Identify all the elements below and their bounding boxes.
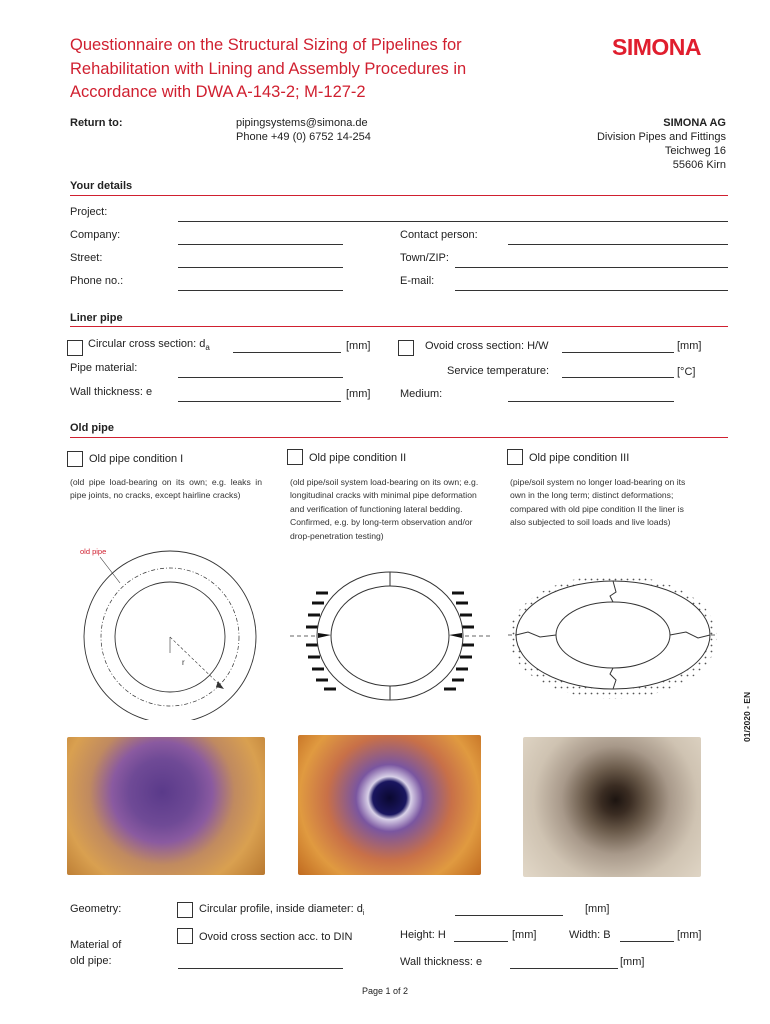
company-city: 55606 Kirn <box>672 159 726 171</box>
wall-thickness-field[interactable] <box>178 401 341 402</box>
radius-label: r <box>182 658 185 667</box>
celsius-unit: [°C] <box>677 366 696 378</box>
mm-unit: [mm] <box>677 340 702 352</box>
condition-1-photo <box>67 737 265 875</box>
your-details-heading: Your details <box>70 180 133 192</box>
old-pipe-condition-1-checkbox[interactable] <box>67 451 83 467</box>
ovoid-din-checkbox[interactable] <box>177 928 193 944</box>
condition-2-photo <box>298 735 481 875</box>
contact-email: pipingsystems@simona.de <box>236 117 368 129</box>
medium-field[interactable] <box>508 401 674 402</box>
condition-3-photo <box>523 737 701 877</box>
medium-label: Medium: <box>400 388 443 400</box>
old-pipe-condition-2-checkbox[interactable] <box>287 449 303 465</box>
section-divider <box>70 326 728 327</box>
old-pipe-material-field[interactable] <box>178 968 343 969</box>
ovoid-cross-section-label: Ovoid cross section: H/W <box>425 340 549 352</box>
page-title: Questionnaire on the Structural Sizing of Pipelines for Rehabilitation with Lining and Assembly Procedures in Accordance with DWA A-143-2; M-127-2 <box>70 36 467 101</box>
mm-unit: [mm] <box>620 956 645 968</box>
liner-pipe-heading: Liner pipe <box>70 312 123 324</box>
condition-3-description: (pipe/soil system no longer load-bearing on its own in the long term; distinct deformations; compared with old pipe condition II the liner is also subjected to soil loads and live loads) <box>510 477 686 528</box>
company-street: Teichweg 16 <box>664 145 726 157</box>
circular-cross-section-checkbox[interactable] <box>67 340 83 356</box>
phone-field[interactable] <box>178 290 343 291</box>
geometry-label: Geometry: <box>70 903 122 915</box>
page-number: Page 1 of 2 <box>361 986 409 996</box>
wall-thickness-label: Wall thickness: e <box>70 386 153 398</box>
old-pipe-condition-1-label: Old pipe condition I <box>89 453 184 465</box>
contact-label: Contact person: <box>400 229 478 241</box>
town-label: Town/ZIP: <box>400 252 449 264</box>
old-pipe-label: old pipe: <box>70 955 112 967</box>
company-field[interactable] <box>178 244 343 245</box>
mm-unit: [mm] <box>585 903 610 915</box>
document-version: 01/2020 - EN <box>742 691 752 742</box>
mm-unit: [mm] <box>677 929 702 941</box>
ovoid-cross-section-checkbox[interactable] <box>398 340 414 356</box>
phone-label: Phone no.: <box>70 275 124 287</box>
old-pipe-heading: Old pipe <box>70 422 114 434</box>
old-pipe-condition-3-checkbox[interactable] <box>507 449 523 465</box>
height-label: Height: H <box>400 929 446 941</box>
street-field[interactable] <box>178 267 343 268</box>
condition-3-diagram <box>506 572 720 702</box>
circular-profile-checkbox[interactable] <box>177 902 193 918</box>
project-field[interactable] <box>178 221 728 222</box>
da-field[interactable] <box>233 352 341 353</box>
service-temperature-label: Service temperature: <box>447 365 550 377</box>
condition-1-description: (old pipe load-bearing on its own; e.g. leaks in pipe joints, no cracks, except hairline cracks) <box>70 477 262 501</box>
pipe-material-label: Pipe material: <box>70 362 138 374</box>
old-wall-thickness-field[interactable] <box>510 968 618 969</box>
mm-unit: [mm] <box>346 340 371 352</box>
contact-field[interactable] <box>508 244 728 245</box>
old-pipe-condition-3-label: Old pipe condition III <box>529 452 630 464</box>
street-label: Street: <box>70 252 103 264</box>
condition-1-diagram <box>62 545 272 720</box>
old-pipe-condition-2-label: Old pipe condition II <box>309 452 407 464</box>
company-division: Division Pipes and Fittings <box>596 131 726 143</box>
return-to-label: Return to: <box>70 117 123 129</box>
town-field[interactable] <box>455 267 728 268</box>
width-label: Width: B <box>569 929 611 941</box>
email-field[interactable] <box>455 290 728 291</box>
email-label: E-mail: <box>400 275 435 287</box>
circular-profile-label: Circular profile, inside diameter: $d_i$ <box>199 903 365 918</box>
circular-cross-section-label: Circular cross section: $d_a$ <box>88 338 210 353</box>
condition-2-diagram <box>286 563 494 711</box>
project-label: Project: <box>70 206 108 218</box>
condition-2-description: (old pipe/soil system load-bearing on its own; e.g. longitudinal cracks with minimal pipe deformation and verification of functioning lateral bedding. Confirmed, e.g. by long-term observation and/or drop-penetration testing) <box>290 477 479 541</box>
di-field[interactable] <box>455 915 563 916</box>
old-pipe-diagram-label: old pipe <box>80 547 107 556</box>
material-of-label: Material of <box>70 939 122 951</box>
old-wall-thickness-label: Wall thickness: e <box>400 956 483 968</box>
hw-field[interactable] <box>562 352 674 353</box>
section-divider <box>70 437 728 438</box>
height-field[interactable] <box>454 941 508 942</box>
service-temperature-field[interactable] <box>562 377 674 378</box>
contact-phone: Phone +49 (0) 6752 14-254 <box>236 131 371 143</box>
company-name: SIMONA AG <box>663 117 726 129</box>
ovoid-din-label: Ovoid cross section acc. to DIN <box>199 931 353 943</box>
mm-unit: [mm] <box>346 388 371 400</box>
width-field[interactable] <box>620 941 674 942</box>
pipe-material-field[interactable] <box>178 377 343 378</box>
simona-logo: SIMONA <box>612 34 701 60</box>
mm-unit: [mm] <box>512 929 537 941</box>
company-label: Company: <box>70 229 121 241</box>
section-divider <box>70 195 728 196</box>
